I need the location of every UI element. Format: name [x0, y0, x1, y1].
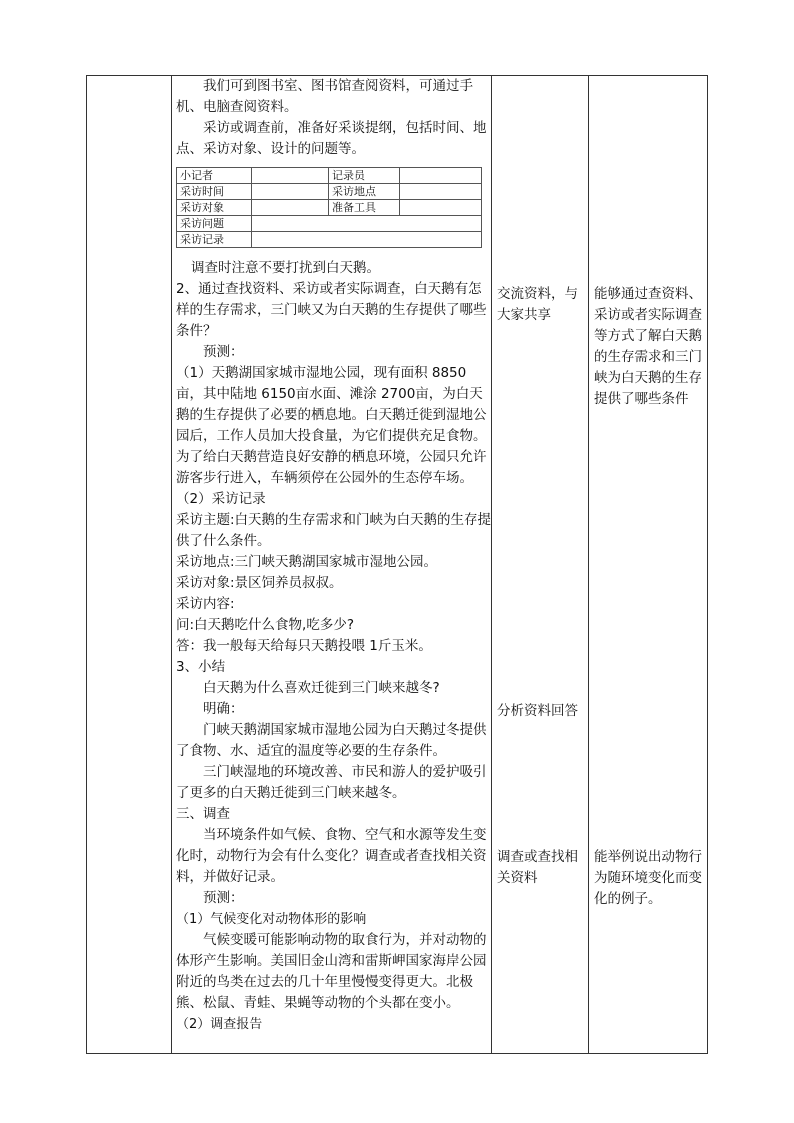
- form-cell-blank: [252, 168, 329, 184]
- clarify-label: 明确：: [203, 701, 244, 717]
- interview-answer: 答：我一般每天给每只天鹅投喂 1斤玉米。: [176, 638, 432, 654]
- design-intent-2: 能举例说出动物行为随环境变化而变化的例子。: [594, 849, 702, 907]
- section-3-title: 三、调查: [176, 806, 230, 822]
- form-label-reporter: 小记者: [177, 168, 252, 184]
- interview-topic: 采访主题:白天鹅的生存需求和门峡为白天鹅的生存提供了什么条件。: [176, 512, 492, 549]
- lesson-table: [86, 75, 708, 1054]
- student-activity-2: 分析资料回答: [497, 703, 578, 719]
- design-intent-1: 能够通过查资料、采访或者实际调查等方式了解白天鹅的生存需求和三门峡为白天鹅的生存提供了哪些条件: [594, 286, 702, 407]
- form-label-record: 采访记录: [177, 232, 252, 248]
- form-label-recorder: 记录员: [329, 168, 400, 184]
- clarify-paragraph-1: 门峡天鹅湖国家城市湿地公园为白天鹅过冬提供了食物、水、适宜的温度等必要的生存条件。: [176, 722, 487, 759]
- form-label-time: 采访时间: [177, 184, 252, 200]
- climate-title: （1）气候变化对动物体形的影响: [176, 912, 367, 927]
- report-title: （2）调查报告: [176, 1017, 263, 1032]
- summary-question: 白天鹅为什么喜欢迁徙到三门峡来越冬?: [203, 680, 440, 696]
- climate-paragraph: 气候变暖可能影响动物的取食行为，并对动物的体形产生影响。美国旧金山湾和雷斯岬国家海岸公园附近的鸟类在过去的几十年里慢慢变得更大。北极熊、松鼠、青蛙、果蝇等动物的个头都在变小。: [176, 932, 487, 1011]
- interview-content-label: 采访内容:: [176, 596, 235, 612]
- summary-title: 3、小结: [176, 659, 226, 675]
- form-cell-blank: [252, 184, 329, 200]
- prediction-1: （1）天鹅湖国家城市湿地公园，现有面积 8850亩，其中陆地 6150亩水面、滩涂 2700亩，为白天鹅的生存提供了必要的栖息地。白天鹅迁徙到湿地公园后，工作人员加大投食量，为它们提供充足食物。为了给白天鹅营造良好安静的栖息环境，公园只允许游客步行进入，车辆须停在公园外的生态停车场。: [176, 365, 487, 486]
- interview-form-table: [176, 167, 482, 248]
- interview-subject: 采访对象:景区饲养员叔叔。: [176, 575, 343, 591]
- form-label-subject: 采访对象: [177, 200, 252, 216]
- predict-label: 预测：: [203, 344, 244, 360]
- column-divider: [588, 76, 589, 1053]
- form-label-place: 采访地点: [329, 184, 400, 200]
- teaching-process-column: [172, 76, 492, 1035]
- intro-paragraph-2: 采访或调查前，准备好采谈提纲，包括时间、地点、采访对象、设计的问题等。: [176, 120, 487, 157]
- form-cell-blank: [252, 232, 482, 248]
- clarify-paragraph-2: 三门峡湿地的环境改善、市民和游人的爱护吸引了更多的白天鹅迁徙到三门峡来越冬。: [176, 764, 487, 801]
- form-label-questions: 采访问题: [177, 216, 252, 232]
- section-3-question: 当环境条件如气候、食物、空气和水源等发生变化时，动物行为会有什么变化？调查或者查找相关资料，并做好记录。: [176, 827, 487, 885]
- form-cell-blank: [252, 200, 329, 216]
- form-cell-blank: [400, 168, 482, 184]
- form-label-tools: 准备工具: [329, 200, 400, 216]
- note: 调查时注意不要打扰到白天鹅。: [191, 260, 380, 276]
- question-2: 2、通过查找资料、采访或者实际调查，白天鹅有怎样的生存需求，三门峡又为白天鹅的生存提供了哪些条件？: [176, 281, 487, 339]
- student-activity-1: 交流资料，与大家共享: [497, 286, 578, 323]
- student-activity-3: 调查或查找相关资料: [497, 849, 578, 886]
- interview-record-title: （2）采访记录: [176, 491, 266, 507]
- interview-place: 采访地点:三门峡天鹅湖国家城市湿地公园。: [176, 554, 438, 570]
- predict-label-2: 预测：: [203, 890, 244, 906]
- form-cell-blank: [252, 216, 482, 232]
- intro-paragraph-1: 我们可到图书室、图书馆查阅资料，可通过手机、电脑查阅资料。: [176, 78, 473, 115]
- form-cell-blank: [400, 200, 482, 216]
- interview-question: 问:白天鹅吃什么食物,吃多少?: [176, 617, 355, 633]
- form-cell-blank: [400, 184, 482, 200]
